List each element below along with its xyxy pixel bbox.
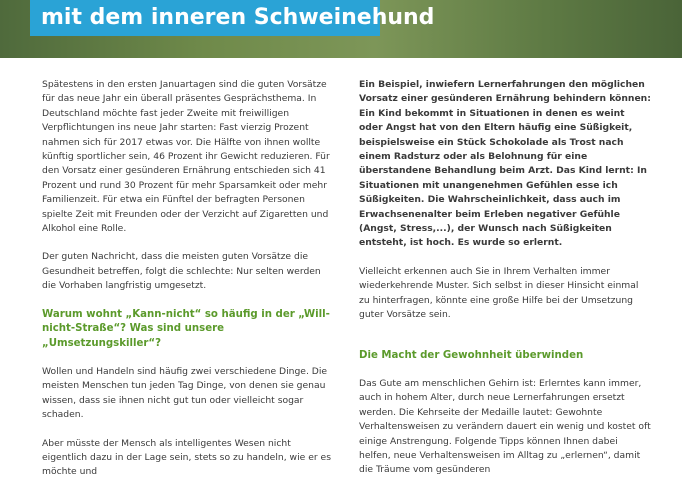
left-column	[42, 78, 334, 494]
paragraph: Der guten Nachricht, dass die meisten guten Vorsätze die Gesundheit betreffen, folgt die schlechte: Nur selten werden die Vorhaben langfristig umgesetzt.	[42, 251, 321, 292]
right-column	[359, 78, 651, 492]
header-photo	[0, 0, 682, 58]
page-title: mit dem inneren Schweinehund	[30, 0, 380, 36]
paragraph: Das Gute am menschlichen Gehirn ist: Erlerntes kann immer, auch in hohem Alter, durch neue Lernerfahrungen ersetzt werden. Die Kehrseite der Medaille lautet: Gewohnte Verhaltensweisen zu verändern dauert ein wenig und kostet oft einige Anstrengung. Folgende Tipps können Ihnen dabei helfen, neue Verhaltensweisen im Alltag zu „erlernen“, damit die Träume vom gesünderen	[359, 377, 651, 476]
intro-paragraph: Spätestens in den ersten Januartagen sind die guten Vorsätze für das neue Jahr ein überall präsentes Gesprächsthema. In Deutschland möchte fast jeder Zweite mit freiwilligen Verpflichtungen ins neue Jahr starten: Fast vierzig Prozent nahmen sich für 2017 etwas vor. Die Hälfte von ihnen wollte künftig sportlicher sein, 46 Prozent ihr Gewicht reduzieren. Für den Vorsatz einer gesünderen Ernährung entschieden sich 41 Prozent und rund 30 Prozent für mehr Sparsamkeit oder mehr Familienzeit. Für etwa ein Fünftel der befragten Personen spielte Zeit mit Freunden oder der Verzicht auf Zigaretten und Alkohol eine Rolle.	[42, 79, 330, 235]
example-paragraph: Ein Beispiel, inwiefern Lernerfahrungen den möglichen Vorsatz einer gesünderen Ernährung behindern können: Ein Kind bekommt in Situationen in denen es weint oder Angst hat von den Eltern häufig eine Süßigkeit, beispielsweise ein Stück Schokolade als Trost nach einem Radsturz oder als Belohnung für eine überstandene Behandlung beim Arzt. Das Kind lernt: In Situationen mit unangenehmen Gefühlen esse ich Süßigkeiten. Die Wahrscheinlichkeit, dass auch im Erwachsenenalter beim Erleben negativer Gefühle (Angst, Stress,...), der Wunsch nach Süßigkeiten entsteht, ist hoch. Es wurde so erlernt.	[359, 79, 651, 249]
paragraph: Vielleicht erkennen auch Sie in Ihrem Verhalten immer wiederkehrende Muster. Sich selbst in dieser Hinsicht einmal zu hinterfragen, könnte eine große Hilfe bei der Umsetzung guter Vorsätze sein.	[359, 265, 639, 321]
paragraph: Wollen und Handeln sind häufig zwei verschiedene Dinge. Die meisten Menschen tun jeden Tag Dinge, von denen sie genau wissen, dass sie ihnen nicht gut tun oder vielleicht sogar schaden.	[42, 365, 328, 421]
paragraph: Aber müsste der Mensch als intelligentes Wesen nicht eigentlich dazu in der Lage sein, stets so zu handeln, wie er es möchte und	[42, 437, 331, 478]
section-heading: Die Macht der Gewohnheit überwinden	[359, 349, 584, 361]
section-heading: Warum wohnt „Kann-nicht“ so häufig in der „Will-nicht-Straße“? Was sind unsere „Umsetzungskiller“?	[42, 308, 330, 349]
